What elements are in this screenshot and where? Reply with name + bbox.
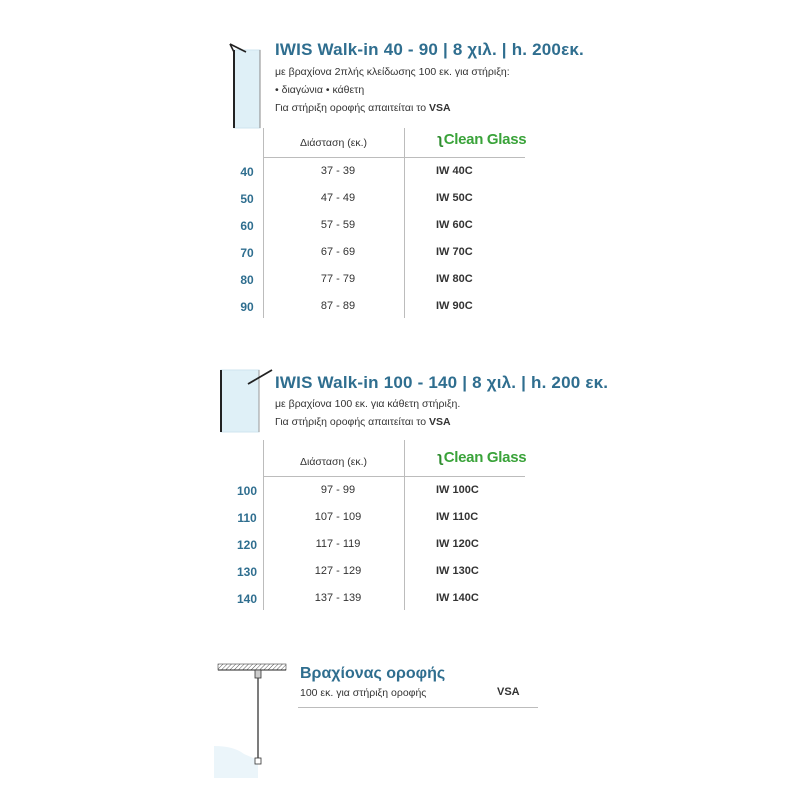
table-row-code: IW 120C xyxy=(436,538,479,550)
section2-table-left-border xyxy=(263,440,264,610)
table-row-code: IW 90C xyxy=(436,300,473,312)
section2-clean-glass-text: Clean Glass xyxy=(443,449,527,466)
section1-desc-line2: • διαγώνια • κάθετη xyxy=(275,84,365,96)
ceiling-bracket-illustration xyxy=(214,660,294,780)
clean-glass-swoosh-icon: ʅ xyxy=(438,449,443,466)
section1-desc-line1: με βραχίονα 2πλής κλείδωσης 100 εκ. για στήριξη: xyxy=(275,66,510,78)
table-row-dimension: 97 - 99 xyxy=(320,484,356,496)
table-row-dimension: 137 - 139 xyxy=(314,592,362,604)
table-row-code: IW 140C xyxy=(436,592,479,604)
table-row-size: 120 xyxy=(236,538,258,552)
table-row-dimension: 107 - 109 xyxy=(314,511,362,523)
table-row-code: IW 110C xyxy=(436,511,479,523)
shower-panel-diagonal-illustration xyxy=(228,40,268,132)
section2-desc-line2-text: Για στήριξη οροφής απαιτείται το xyxy=(275,416,429,428)
section2-desc-line1: με βραχίονα 100 εκ. για κάθετη στήριξη. xyxy=(275,398,461,410)
table-row-dimension: 127 - 129 xyxy=(314,565,362,577)
table-row-size: 90 xyxy=(240,300,254,314)
section3-rule xyxy=(298,707,538,708)
table-row-code: IW 60C xyxy=(436,219,473,231)
section3-title: Βραχίονας οροφής xyxy=(300,665,446,682)
table-row-code: IW 130C xyxy=(436,565,479,577)
clean-glass-swoosh-icon: ʅ xyxy=(438,131,443,148)
section2-vsa-code: VSA xyxy=(428,416,451,428)
table-row-size: 130 xyxy=(236,565,258,579)
section1-desc-line3 xyxy=(275,102,451,114)
table-row-code: IW 80C xyxy=(436,273,473,285)
table-row-size: 60 xyxy=(240,219,254,233)
table-row-size: 40 xyxy=(240,165,254,179)
table-row-code: IW 70C xyxy=(436,246,473,258)
section1-desc-line3-text: Για στήριξη οροφής απαιτείται το xyxy=(275,102,429,114)
table-row-dimension: 47 - 49 xyxy=(320,192,356,204)
section1-clean-glass-text: Clean Glass xyxy=(443,131,527,148)
shower-panel-vertical-illustration xyxy=(214,366,274,436)
section3-desc: 100 εκ. για στήριξη οροφής xyxy=(300,687,427,699)
table-row-size: 70 xyxy=(240,246,254,260)
table-row-size: 50 xyxy=(240,192,254,206)
section2-clean-glass-logo xyxy=(438,449,526,466)
section2-desc-line2 xyxy=(275,416,451,428)
table-row-dimension: 37 - 39 xyxy=(320,165,356,177)
table-row-dimension: 117 - 119 xyxy=(315,538,361,550)
section2-table-col-divider xyxy=(404,440,405,610)
table-row-dimension: 77 - 79 xyxy=(320,273,356,285)
section1-clean-glass-logo xyxy=(438,131,526,148)
section2-table-header-rule xyxy=(263,476,525,477)
table-row-code: IW 50C xyxy=(436,192,473,204)
section2-title: IWIS Walk-in 100 - 140 | 8 χιλ. | h. 200 εκ. xyxy=(275,373,609,392)
section1-vsa-code: VSA xyxy=(428,102,451,114)
table-row-size: 80 xyxy=(240,273,254,287)
table-row-size: 100 xyxy=(236,484,258,498)
section1-col-dimension: Διάσταση (εκ.) xyxy=(300,137,368,149)
table-row-code: IW 100C xyxy=(436,484,479,496)
section2-col-dimension: Διάσταση (εκ.) xyxy=(300,456,368,468)
section3-code: VSA xyxy=(497,686,520,698)
section1-title: IWIS Walk-in 40 - 90 | 8 χιλ. | h. 200εκ. xyxy=(275,40,584,59)
section1-table-header-rule xyxy=(263,157,525,158)
table-row-size: 110 xyxy=(237,511,257,525)
table-row-size: 140 xyxy=(236,592,258,606)
table-row-dimension: 57 - 59 xyxy=(320,219,356,231)
table-row-dimension: 87 - 89 xyxy=(320,300,356,312)
table-row-code: IW 40C xyxy=(436,165,473,177)
table-row-dimension: 67 - 69 xyxy=(320,246,356,258)
